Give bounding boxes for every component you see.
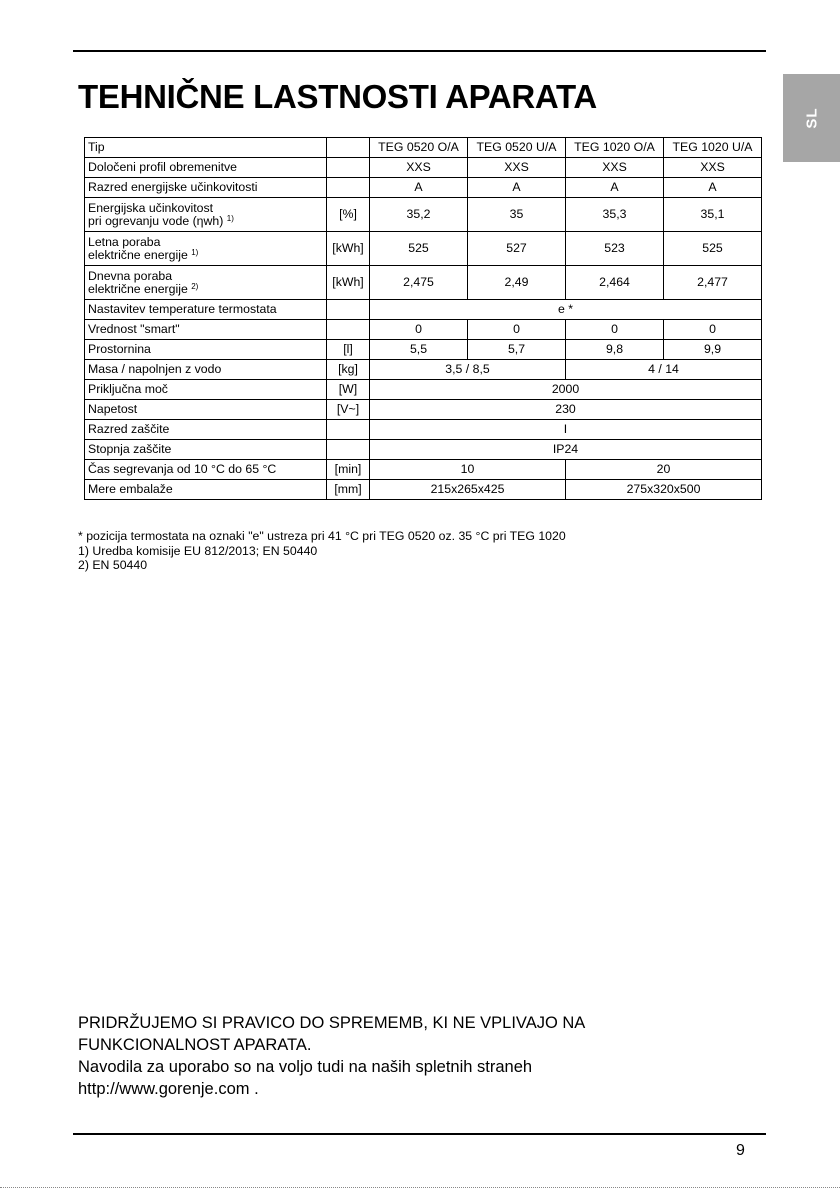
row-unit: [kg] — [327, 360, 370, 380]
row-label — [85, 266, 327, 300]
row-label-line1: Dnevna poraba — [88, 268, 173, 283]
cell-value: I — [370, 420, 762, 440]
cell-value: 5,7 — [468, 340, 566, 360]
row-label — [85, 232, 327, 266]
cell-value: 527 — [468, 232, 566, 266]
cell-value: 9,9 — [664, 340, 762, 360]
row-label: Razred energijske učinkovitosti — [85, 178, 327, 198]
row-unit: [%] — [327, 198, 370, 232]
cell-value: 2,49 — [468, 266, 566, 300]
cell-value: A — [566, 178, 664, 198]
page-title: TEHNIČNE LASTNOSTI APARATA — [78, 78, 597, 115]
row-label: Prostornina — [85, 340, 327, 360]
cell-value: 525 — [370, 232, 468, 266]
row-label — [85, 198, 327, 232]
model-header: TEG 0520 U/A — [468, 138, 566, 158]
disclaimer-line: PRIDRŽUJEMO SI PRAVICO DO SPREMEMB, KI NE VPLIVAJO NA — [78, 1014, 586, 1032]
cell-value: A — [370, 178, 468, 198]
spec-table — [84, 137, 762, 500]
model-header: TEG 0520 O/A — [370, 138, 468, 158]
cell-value: 2,464 — [566, 266, 664, 300]
row-label: Določeni profil obremenitve — [85, 158, 327, 178]
cell-value: 20 — [566, 460, 762, 480]
row-unit — [327, 420, 370, 440]
table-row — [85, 198, 762, 232]
row-label: Razred zaščite — [85, 420, 327, 440]
cell-value: 35,2 — [370, 198, 468, 232]
cell-value: 35,1 — [664, 198, 762, 232]
table-row — [85, 266, 762, 300]
row-unit: [W] — [327, 380, 370, 400]
table-row — [85, 420, 762, 440]
cell-value: 3,5 / 8,5 — [370, 360, 566, 380]
table-row — [85, 360, 762, 380]
cell-value: 215x265x425 — [370, 480, 566, 500]
row-label: Mere embalaže — [85, 480, 327, 500]
row-unit: [kWh] — [327, 266, 370, 300]
cell-value: e * — [370, 300, 762, 320]
cell-value: A — [664, 178, 762, 198]
table-header-row — [85, 138, 762, 158]
table-row — [85, 178, 762, 198]
table-row — [85, 460, 762, 480]
table-row — [85, 380, 762, 400]
row-unit — [327, 178, 370, 198]
row-unit — [327, 440, 370, 460]
cell-value: 5,5 — [370, 340, 468, 360]
cell-value: XXS — [468, 158, 566, 178]
cell-value: 523 — [566, 232, 664, 266]
cell-value: 2,475 — [370, 266, 468, 300]
cell-value: 10 — [370, 460, 566, 480]
cell-value: 275x320x500 — [566, 480, 762, 500]
table-row — [85, 232, 762, 266]
row-unit: [kWh] — [327, 232, 370, 266]
page-number: 9 — [736, 1142, 745, 1159]
cell-value: 2000 — [370, 380, 762, 400]
table-row — [85, 440, 762, 460]
disclaimer-line: Navodila za uporabo so na voljo tudi na naših spletnih straneh — [78, 1058, 533, 1076]
row-unit: [mm] — [327, 480, 370, 500]
cell-value: XXS — [566, 158, 664, 178]
cell-value: XXS — [370, 158, 468, 178]
footnote-ref: 1) — [191, 247, 199, 257]
row-label: Vrednost "smart" — [85, 320, 327, 340]
row-label-line2: električne energije — [88, 281, 188, 296]
row-label: Nastavitev temperature termostata — [85, 300, 327, 320]
cell-value: 0 — [468, 320, 566, 340]
language-tab-label: SL — [803, 107, 820, 129]
table-row — [85, 480, 762, 500]
table-row — [85, 158, 762, 178]
scan-artifact-line — [0, 1187, 840, 1193]
language-tab — [783, 74, 840, 162]
table-row — [85, 300, 762, 320]
cell-value: 9,8 — [566, 340, 664, 360]
row-label-line1: Letna poraba — [88, 234, 161, 249]
row-label-line2: električne energije — [88, 247, 188, 262]
table-row — [85, 320, 762, 340]
footnote-thermostat: * pozicija termostata na oznaki "e" ustreza pri 41 °C pri TEG 0520 oz. 35 °C pri TEG 1020 — [78, 529, 566, 543]
row-unit — [327, 158, 370, 178]
header-unit — [327, 138, 370, 158]
footnotes — [78, 529, 566, 573]
cell-value: 0 — [664, 320, 762, 340]
row-label: Masa / napolnjen z vodo — [85, 360, 327, 380]
row-unit: [min] — [327, 460, 370, 480]
cell-value: XXS — [664, 158, 762, 178]
cell-value: 35,3 — [566, 198, 664, 232]
row-unit: [l] — [327, 340, 370, 360]
disclaimer — [78, 1012, 718, 1100]
row-label-line2: pri ogrevanju vode (ηwh) — [88, 213, 224, 228]
row-unit — [327, 320, 370, 340]
row-unit — [327, 300, 370, 320]
row-label: Priključna moč — [85, 380, 327, 400]
cell-value: IP24 — [370, 440, 762, 460]
disclaimer-url: http://www.gorenje.com . — [78, 1080, 259, 1098]
top-rule — [73, 50, 766, 52]
cell-value: 0 — [566, 320, 664, 340]
cell-value: 0 — [370, 320, 468, 340]
row-label: Napetost — [85, 400, 327, 420]
footnote-ref: 2) — [191, 281, 199, 291]
model-header: TEG 1020 U/A — [664, 138, 762, 158]
disclaimer-line: FUNKCIONALNOST APARATA. — [78, 1036, 312, 1054]
cell-value: 525 — [664, 232, 762, 266]
header-label: Tip — [85, 138, 327, 158]
cell-value: 230 — [370, 400, 762, 420]
row-label-line1: Energijska učinkovitost — [88, 200, 214, 215]
footnote-1: 1) Uredba komisije EU 812/2013; EN 50440 — [78, 543, 318, 558]
row-label: Čas segrevanja od 10 °C do 65 °C — [85, 460, 327, 480]
cell-value: 4 / 14 — [566, 360, 762, 380]
footnote-ref: 1) — [226, 213, 234, 223]
table-row — [85, 340, 762, 360]
cell-value: A — [468, 178, 566, 198]
footnote-2: 2) EN 50440 — [78, 558, 148, 572]
cell-value: 35 — [468, 198, 566, 232]
row-label: Stopnja zaščite — [85, 440, 327, 460]
table-row — [85, 400, 762, 420]
row-unit: [V~] — [327, 400, 370, 420]
model-header: TEG 1020 O/A — [566, 138, 664, 158]
bottom-rule — [73, 1133, 766, 1135]
cell-value: 2,477 — [664, 266, 762, 300]
